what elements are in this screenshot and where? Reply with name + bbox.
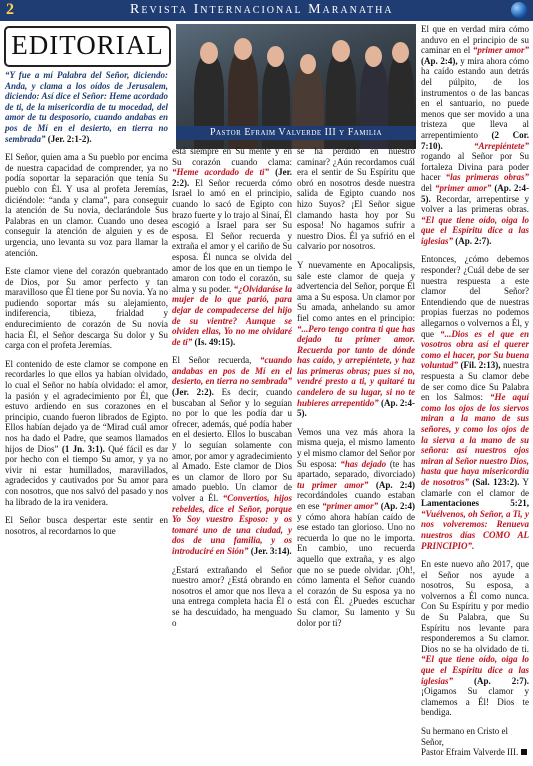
- paragraph: ¿Estará extrañando el Señor nuestro amor? ¿Está obrando en nosotros el amor que nos lleva a una entrega completa hacia Él o se ha descuidado, ha menguado o: [172, 564, 292, 628]
- paragraph: se ha perdido en nuestro caminar? ¿Aún recordamos cuál era el sentir de Su Espíritu que obró en nosotros desde nuestra salida de Egipto cuando nos hizo Suyos? ¡El Señor sigue clamando hasta hoy por Su esposa! No hagamos sufrir a nuestro Dios. Él ya sufrió en el calvario por nosotros.: [297, 146, 415, 252]
- paragraph: Vemos una vez más ahora la misma queja, el mismo lamento y el mismo clamor del Señor por Su esposa: “has dejado (te has apartado, separado, divorciado) tu primer amor” (Ap. 2:4) recordándoles cuando estaban en ese “primer amor” (Ap. 2:4) y cómo ahora habían caído de ese estado tan glorioso. Uno no recuerda lo que no le importa. En cambio, uno recuerda aquello que extraña, y es algo que no se puede olvidar. ¡Oh!, cómo lamenta el Señor cuando el corazón de Su esposa ya no está con Él. ¿Puedes escuchar Su clamor, Su lamento y Su dolor por ti?: [297, 426, 416, 628]
- paragraph: El contenido de este clamor se compone en recordarles lo que ellos ya habían olvidado, lo cual el Señor no había olvidado: el amor, la pasión y el agradecimiento por Él, que estuvo ardiendo en sus corazones en el principio, cuando fueron librados de Egipto. Ellos habían dejado ya de “Mirad cuál amor nos ha dado el Padre, que seamos llamados hijos de Dios” (1 Jn. 3:1). Qué fácil es dar por hecho con el tiempo Su amor, y ya no vivir ni estar humillados, maravillados, agradecidos y cautivados por Su amor para con nosotros, que nos salvó del pasado y nos ha librado de la ira venidera.: [5, 358, 168, 507]
- paragraph: está siempre en Su mente y en Su corazón cuando clama: “Heme acordado de ti” (Jer. 2:2). El Señor recuerda cómo Israel lo amó en el principio, cuando lo sacó de Egipto con brazo fuerte y lo trajo al Sinaí, Él escogió a Israel para ser Su esposa. El Señor recuerda y extraña el amor y el cariño de Su esposa. Él nunca se olvida del amor de los que en un tiempo le amaron con todo el corazón, su alma y su poder. “¿Olvidaráse la mujer de lo que parió, para dejar de compadecerse del hijo de su vientre? Aunque se olviden ellas, Yo no me olvidaré de ti” (Is. 49:15).: [172, 146, 293, 347]
- opening-quote: “Y fue a mí Palabra del Señor, diciendo: Anda, y clama a los oídos de Jerusalem, diciendo: Así dice el Señor: Heme acordado de ti, de la misericordia de tu mocedad, del amor de tu desposorio, cuando andabas en pos de Mí en el desierto, en tierra no sembrada” (Jer. 2:1-2).: [5, 70, 168, 144]
- page-number: 2: [6, 1, 14, 18]
- magazine-title: Revista Internacional Maranatha: [130, 2, 394, 17]
- end-square-icon: [521, 749, 527, 755]
- editorial-title: EDITORIAL: [4, 26, 171, 67]
- paragraph: Y nuevamente en Apocalipsis, sale este clamor de queja y advertencia del Señor, porque Él ama a Su esposa. Un clamor por Su amada, anhelando su amor fiel como antes en el principio: “...Pero tengo contra ti que has dejado tu primer amor. Recuerda por tanto de dónde has caído, y arrepiéntete, y haz las primeras obras; pues si no, vendré presto a ti, y quitaré tu candelero de su lugar, si no te hubieres arrepentido” (Ap. 2:4-5).: [297, 259, 416, 419]
- photo-caption: Pastor Efraim Valverde III y Familia: [176, 126, 416, 140]
- signature: Su hermano en Cristo el Señor, Pastor Efraim Valverde III.: [421, 726, 529, 758]
- globe-icon: [511, 2, 527, 18]
- paragraph: En este nuevo año 2017, que el Señor nos ayude a nosotros, Su esposa, a volvernos a Él como nunca. Con Su Espíritu y por medio de Su Palabra, que Su Espíritu nos levante para responderemos a Su clamor. Dios no se ha olvidado de ti. “El que tiene oído, oiga lo que el Espíritu dice a las iglesias” (Ap. 2:7). ¡Oigamos Su clamor y clamemos a Él! Dios te bendiga.: [421, 559, 530, 718]
- paragraph: Entonces, ¿cómo debemos responder? ¿Cuál debe de ser nuestra respuesta a este clamor del Señor? Entendiendo que de nuestras propias fuerzas no podemos allegarnos o volvernos a Él, y que “...Dios es el que en vosotros obra así el querer como el hacer, por Su buena voluntad” (Fil. 2:13), nuestra respuesta a Su clamor debe de ser como dice Su Palabra en los Salmos: “He aquí como los ojos de los siervos miran a la mano de sus señores, y como los ojos de la sierva a la mano de su señora: así nuestros ojos miran al Señor nuestro Dios, hasta que haya misericordia de nosotros” (Sal. 123:2). Y clamarle con el clamor de Lamentaciones 5:21, “Vuélvenos, oh Señor, a Ti, y nos volveremos: Renueva nuestros días COMO AL PRINCIPIO”.: [421, 254, 530, 551]
- paragraph: Este clamor viene del corazón quebrantado de Dios, por Su amor perfecto y tan maravilloso que Él tiene por Su novia. Ya no pudiendo soportar más su alejamiento, indiferencia, tibieza, frialdad y endurecimiento de corazón de Su novia hacia Él, el Señor descarga Su dolor y Su carga con el profeta Jeremías.: [5, 266, 168, 351]
- paragraph: El Señor recuerda, “cuando andabas en pos de Mí en el desierto, en tierra no sembrada” (Jer. 2:2). Es decir, cuando buscaban al Señor y lo seguían no por lo que les podía dar u ofrecer, además, qué podía haber en el desierto. Ellos lo buscaban y lo seguían solamente con amor, por amor y agradecimiento al Amado. Este clamor de Dios es un clamor de lloro por Su amado pueblo. Un clamor de volver a Él. “Convertíos, hijos rebeldes, dice el Señor, porque Yo Soy vuestro Esposo: y os tomaré uno de una ciudad, y dos de una familia, y os introduciré en Sión” (Jer. 3:14).: [172, 355, 293, 556]
- magazine-header: [0, 0, 533, 21]
- paragraph: El Señor, quien ama a Su pueblo por encima de nuestra capacidad de comprender, ya no podía soportar la separación que tenía Su pueblo con Él. Y usa al profeta Jeremías, diciéndole: “anda y clama”, para conseguir la atención de Su novia, declarándole Sus Palabras en un clamor. Cuando uno desea conseguir la atención de alguien y es de urgencia, uno levanta su voz para llamar la atención.: [5, 152, 168, 258]
- column-1: [5, 70, 168, 544]
- column-4: [421, 24, 529, 766]
- column-3: [297, 146, 415, 636]
- column-2: [172, 146, 292, 636]
- paragraph: El Señor busca despertar este sentir en nosotros, al recordarnos lo que: [5, 515, 168, 536]
- paragraph: El que en verdad mira cómo anduvo en el principio de su caminar en el “primer amor” (Ap. 2:4), y mira ahora cómo ha caído estando aun detrás del púlpito, de los instrumentos o de las bancas en el santuario, no puede menos que ser movido a una tristeza que lleva al arrepentimiento (2 Cor. 7:10). “Arrepiéntete” rogando al Señor por Su fortaleza Divina para poder hacer “las primeras obras” del “primer amor” (Ap. 2:4-5). Recordar, arrepentirse y volver a las primeras obras. “El que tiene oído, oiga lo que el Espíritu dice a las iglesias” (Ap. 2:7).: [421, 24, 530, 246]
